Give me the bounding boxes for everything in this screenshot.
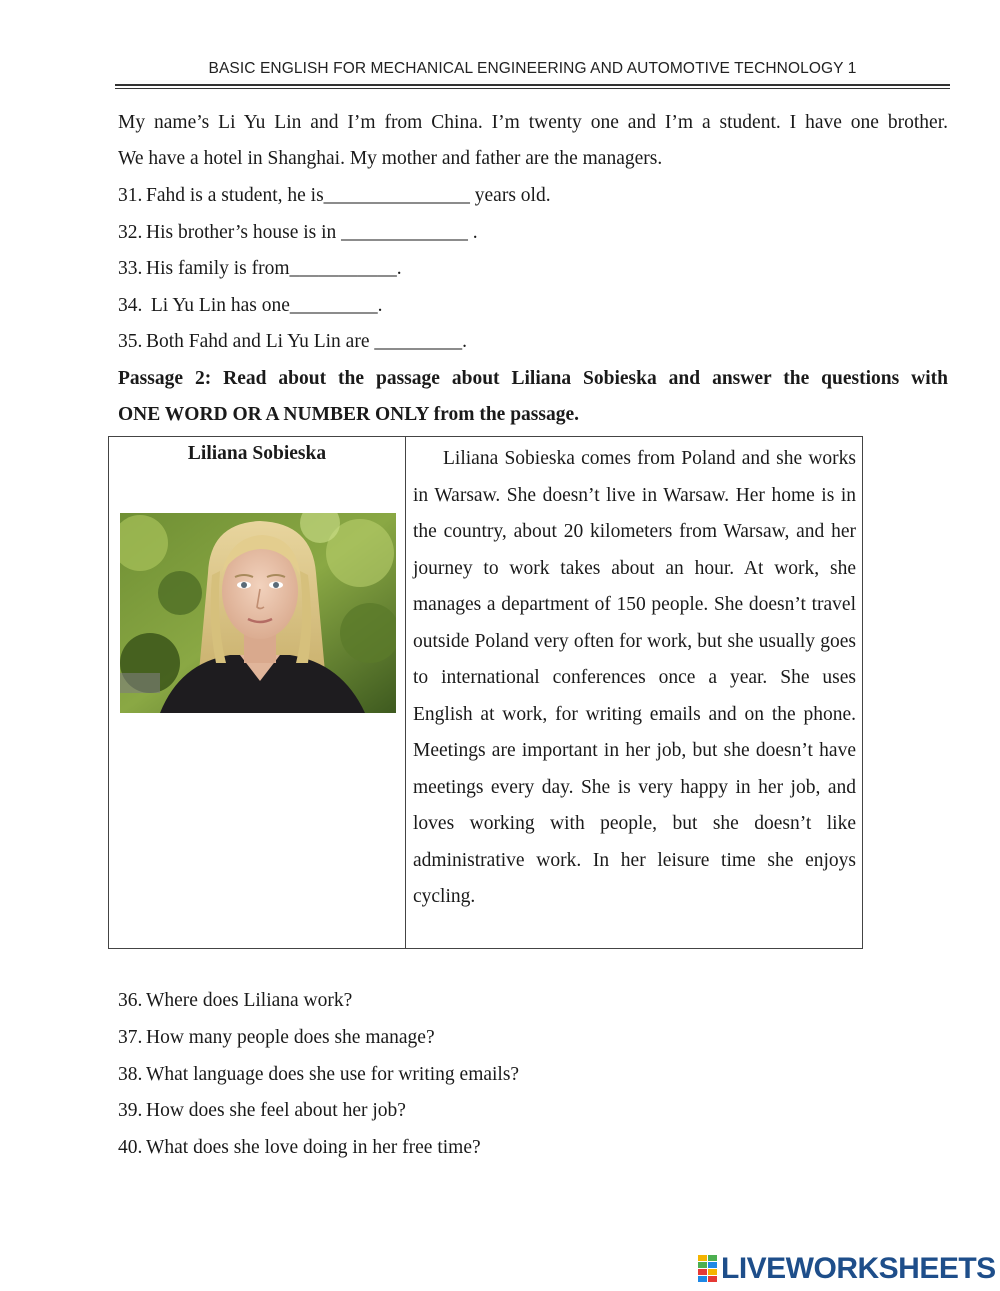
question-35 xyxy=(118,330,467,354)
question-39 xyxy=(118,1099,406,1123)
question-text: How many people does she manage? xyxy=(146,1027,435,1048)
header-rule-thin xyxy=(115,88,950,89)
question-33 xyxy=(118,257,402,281)
question-number: 39. xyxy=(118,1100,143,1121)
passage-paragraph: Liliana Sobieska comes from Poland and she works in Warsaw. She doesn’t live in Warsaw. Her home is in the country, about 20 kilometers from Warsaw, and her journey to work takes about an hour. At work, she manages a department of 150 people. She doesn’t travel outside Poland very often for work, but she usually goes to international conferences once a year. She uses English at work, for writing emails and on the phone. Meetings are important in her job, but she doesn’t have meetings every day. She is very happy in her job, and loves working with people, but she doesn’t like administrative work. In her leisure time she enjoys cycling. xyxy=(413,448,856,907)
question-number: 36. xyxy=(118,990,143,1011)
passage-text xyxy=(413,441,856,916)
question-number: 31. xyxy=(118,185,143,206)
passage-cell xyxy=(406,437,862,948)
question-number: 33. xyxy=(118,258,143,279)
question-37 xyxy=(118,1026,435,1050)
question-31 xyxy=(118,184,551,208)
question-number: 35. xyxy=(118,331,143,352)
question-text: What does she love doing in her free time? xyxy=(146,1137,481,1158)
intro-line-1: My name’s Li Yu Lin and I’m from China. I’m twenty one and I’m a student. I have one brother. xyxy=(118,112,948,133)
question-number: 34. xyxy=(118,295,143,316)
question-40 xyxy=(118,1136,481,1160)
question-text: What language does she use for writing emails? xyxy=(146,1064,520,1085)
passage2-instruction-1: Passage 2: Read about the passage about Liliana Sobieska and answer the questions with xyxy=(118,368,948,389)
document-header: BASIC ENGLISH FOR MECHANICAL ENGINEERING AND AUTOMOTIVE TECHNOLOGY 1 xyxy=(208,60,857,77)
question-number: 38. xyxy=(118,1064,143,1085)
question-32 xyxy=(118,221,478,245)
question-text: How does she feel about her job? xyxy=(146,1100,406,1121)
question-text: Both Fahd and Li Yu Lin are _________. xyxy=(146,331,467,352)
question-34 xyxy=(118,294,383,318)
question-number: 37. xyxy=(118,1027,143,1048)
intro-line-2: We have a hotel in Shanghai. My mother and father are the managers. xyxy=(118,148,663,169)
question-text: Li Yu Lin has one_________. xyxy=(146,295,383,316)
profile-name: Liliana Sobieska xyxy=(187,443,327,464)
question-text: His family is from___________. xyxy=(146,258,402,279)
liveworksheets-icon xyxy=(698,1255,718,1283)
question-36 xyxy=(118,989,352,1013)
question-text: Fahd is a student, he is_______________ years old. xyxy=(146,185,551,206)
question-number: 40. xyxy=(118,1137,143,1158)
profile-cell xyxy=(109,437,406,948)
profile-photo xyxy=(120,513,396,713)
header-rule-thick xyxy=(115,84,950,86)
liveworksheets-logo[interactable] xyxy=(698,1253,996,1285)
liveworksheets-brand: LIVEWORKSHEETS xyxy=(721,1252,996,1285)
passage2-instruction-2: ONE WORD OR A NUMBER ONLY from the passage. xyxy=(118,404,579,425)
question-text: Where does Liliana work? xyxy=(146,990,353,1011)
passage2-table xyxy=(108,436,863,949)
question-38 xyxy=(118,1063,519,1087)
question-text: His brother’s house is in _____________ . xyxy=(146,222,478,243)
question-number: 32. xyxy=(118,222,143,243)
